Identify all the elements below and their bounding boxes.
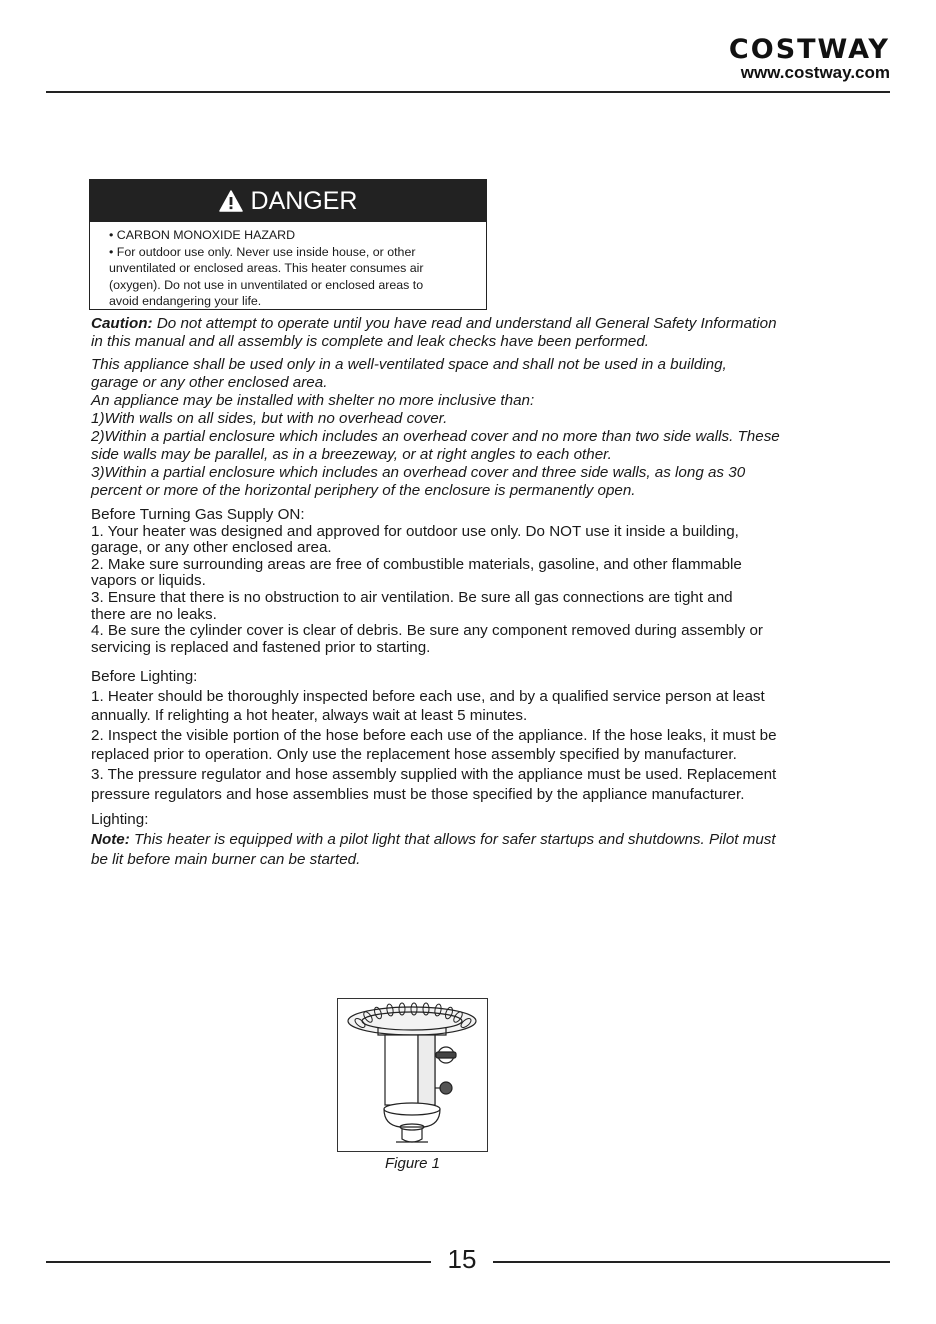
section-heading: Lighting: <box>91 811 149 828</box>
warning-icon <box>219 190 243 212</box>
caution-text: Do not attempt to operate until you have read and understand all General Safety Information <box>152 315 777 332</box>
danger-line: • For outdoor use only. Never use inside house, or other <box>109 244 416 259</box>
ventilation-line: garage or any other enclosed area. <box>91 374 328 391</box>
note-text: This heater is equipped with a pilot light that allows for safer startups and shutdowns. Pilot must <box>129 831 776 848</box>
ventilation-line: This appliance shall be used only in a well-ventilated space and shall not be used in a building, <box>91 356 727 373</box>
ventilation-paragraph <box>91 356 861 500</box>
website-url: www.costway.com <box>740 63 890 82</box>
gas-supply-section <box>91 507 861 656</box>
caution-paragraph <box>91 315 861 351</box>
before-lighting-line: replaced prior to operation. Only use the replacement hose assembly specified by manufacturer. <box>91 746 737 764</box>
danger-line: • CARBON MONOXIDE HAZARD <box>109 228 296 242</box>
section-heading: Before Turning Gas Supply ON: <box>91 506 305 523</box>
ventilation-line: percent or more of the horizontal periphery of the enclosure is permanently open. <box>91 482 636 499</box>
danger-header <box>90 180 486 222</box>
before-lighting-line: 3. The pressure regulator and hose assembly supplied with the appliance must be used. Replacement <box>91 765 777 783</box>
figure-heater-illustration <box>337 998 488 1152</box>
gas-supply-line: servicing is replaced and fastened prior to starting. <box>91 638 431 656</box>
danger-line: avoid endangering your life. <box>109 294 262 309</box>
before-lighting-line: pressure regulators and hose assemblies must be those specified by the appliance manufacturer. <box>91 785 745 803</box>
gas-supply-line: 4. Be sure the cylinder cover is clear of debris. Be sure any component removed during assembly or <box>91 622 763 640</box>
ventilation-line: side walls may be parallel, as in a breezeway, or at right angles to each other. <box>91 446 612 463</box>
note-text: be lit before main burner can be started. <box>91 851 361 868</box>
page-number: 15 <box>447 1244 477 1274</box>
header-divider <box>46 91 890 93</box>
before-lighting-line: 1. Heater should be thoroughly inspected before each use, and by a qualified service person at least <box>91 687 765 705</box>
note-label: Note: <box>91 831 130 848</box>
caution-label: Caution: <box>91 315 153 332</box>
danger-line: unventilated or enclosed areas. This heater consumes air <box>109 261 424 276</box>
figure-caption: Figure 1 <box>384 1155 441 1172</box>
gas-supply-line: 2. Make sure surrounding areas are free of combustible materials, gasoline, and other flammable <box>91 555 742 573</box>
before-lighting-line: annually. If relighting a hot heater, always wait at least 5 minutes. <box>91 707 528 725</box>
before-lighting-line: 2. Inspect the visible portion of the hose before each use of the appliance. If the hose leaks, it must be <box>91 726 777 744</box>
gas-supply-line: vapors or liquids. <box>91 572 206 590</box>
danger-title: DANGER <box>250 186 358 215</box>
lighting-section <box>91 810 861 870</box>
ventilation-line: 2)Within a partial enclosure which includes an overhead cover and no more than two side walls. These <box>91 428 780 445</box>
footer-divider-left <box>46 1261 431 1263</box>
ventilation-line: 3)Within a partial enclosure which includes an overhead cover and three side walls, as long as 30 <box>91 464 746 481</box>
danger-line: (oxygen). Do not use in unventilated or enclosed areas to <box>109 277 424 292</box>
gas-supply-line: garage, or any other enclosed area. <box>91 539 332 557</box>
danger-box <box>89 179 487 310</box>
ventilation-line: An appliance may be installed with shelter no more inclusive than: <box>91 392 535 409</box>
caution-text: in this manual and all assembly is complete and leak checks have been performed. <box>91 333 650 350</box>
brand-logo: COSTWAY <box>728 34 890 65</box>
ventilation-line: 1)With walls on all sides, but with no overhead cover. <box>91 410 448 427</box>
gas-supply-line: 3. Ensure that there is no obstruction to air ventilation. Be sure all gas connections are tight and <box>91 588 733 606</box>
before-lighting-section <box>91 667 861 804</box>
gas-supply-line: 1. Your heater was designed and approved for outdoor use only. Do NOT use it inside a building, <box>91 522 739 540</box>
footer-divider-right <box>493 1261 890 1263</box>
gas-supply-line: there are no leaks. <box>91 605 217 623</box>
heater-burner-drawing <box>338 999 487 1151</box>
section-heading: Before Lighting: <box>91 668 198 685</box>
danger-text <box>90 222 486 310</box>
